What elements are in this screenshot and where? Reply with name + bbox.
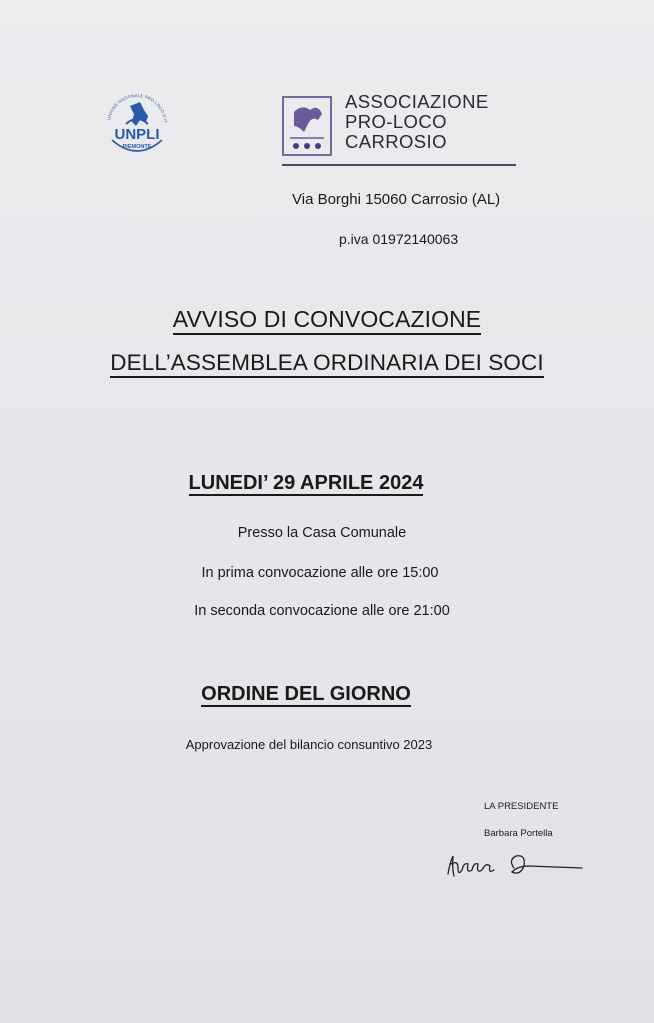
signatory-role: LA PRESIDENTE <box>484 801 559 812</box>
unpli-name: UNPLI <box>114 126 160 143</box>
signatory-name: Barbara Portella <box>484 828 553 839</box>
notice-title-line-1: AVVISO DI CONVOCAZIONE <box>0 306 654 333</box>
meeting-date: LUNEDI’ 29 APRILE 2024 <box>188 472 424 494</box>
vat-number: p.iva 01972140063 <box>339 231 459 247</box>
agenda-item: Approvazione del bilancio consuntivo 2023 <box>185 737 433 752</box>
association-name <box>345 92 545 152</box>
notice-title-line-2: DELL’ASSEMBLEA ORDINARIA DEI SOCI <box>0 350 654 376</box>
proloco-emblem-icon <box>282 96 332 156</box>
unpli-logo <box>100 84 174 160</box>
address: Via Borghi 15060 Carrosio (AL) <box>292 191 501 208</box>
meeting-location: Presso la Casa Comunale <box>237 525 407 541</box>
agenda-heading: ORDINE DEL GIORNO <box>201 683 411 705</box>
handwritten-signature <box>444 844 589 884</box>
first-call-time: In prima convocazione alle ore 15:00 <box>201 565 439 581</box>
second-call-time: In seconda convocazione alle ore 21:00 <box>194 603 450 619</box>
association-line-3: CARROSIO <box>345 131 447 152</box>
association-line-2: PRO-LOCO <box>345 111 447 132</box>
unpli-ring-text: UNIONE NAZIONALE PRO LOCO D'IT <box>106 92 168 123</box>
association-divider <box>282 164 516 166</box>
association-line-1: ASSOCIAZIONE <box>345 91 489 112</box>
unpli-region: PIEMONTE <box>122 144 152 150</box>
